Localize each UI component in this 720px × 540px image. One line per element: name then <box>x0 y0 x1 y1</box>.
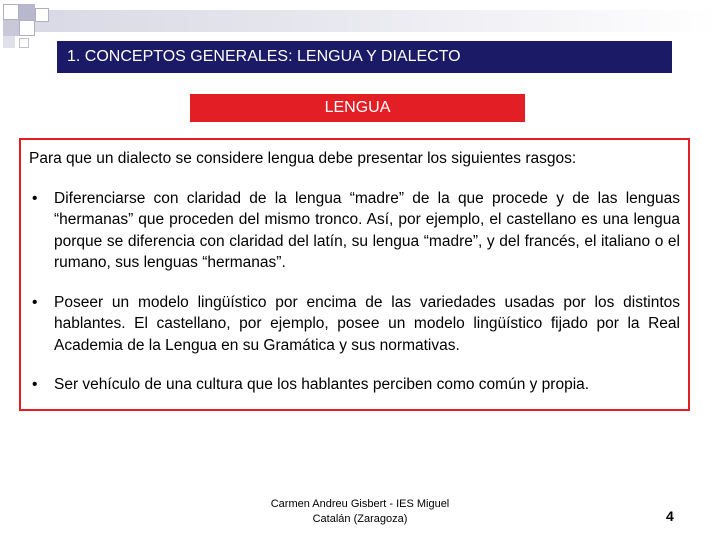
list-item <box>29 188 680 274</box>
decorative-square <box>19 4 35 20</box>
list-item <box>29 292 680 357</box>
bullet-icon: • <box>32 376 38 393</box>
feature-list <box>29 188 680 396</box>
slide-title-bar <box>57 41 672 73</box>
content-box <box>19 138 690 411</box>
decorative-square <box>3 4 19 20</box>
footer-author <box>250 497 470 527</box>
section-heading-box <box>190 94 525 122</box>
decorative-square <box>35 8 49 22</box>
decorative-square <box>3 36 15 48</box>
intro-punctuation: : <box>571 150 577 167</box>
list-item-text: Diferenciarse con claridad de la lengua “madre” de la que procede y de las lenguas “hermanas” que proceden del mismo tronco. Así, por ejemplo, el castellano es una lengua porque se diferencia con claridad del latín, su lengua “madre”, y del francés, el italiano o el rumano, sus lenguas “hermanas”. <box>54 189 680 271</box>
intro-text: Para que un dialecto se considere lengua debe presentar los siguientes <box>29 150 526 167</box>
decorative-header-band <box>28 10 718 32</box>
bullet-icon: • <box>32 293 38 311</box>
footer-author-line: Carmen Andreu Gisbert - IES Miguel <box>270 498 450 510</box>
bullet-icon: • <box>32 189 38 207</box>
footer-author-line: Catalán (Zaragoza) <box>312 513 408 525</box>
list-item <box>29 374 680 396</box>
decorative-square <box>19 38 29 48</box>
list-item-text: Poseer un modelo lingüístico por encima de las variedades usadas por los distintos hablantes. El castellano, por ejemplo, posee un modelo lingüístico fijado por la Real Academia de la Lengua en su Gramática y sus normativas. <box>54 293 680 354</box>
page-number: 4 <box>666 508 674 524</box>
intro-bold-word: rasgos <box>525 150 572 167</box>
decorative-square <box>3 20 19 36</box>
intro-paragraph <box>29 148 680 170</box>
slide-title: 1. CONCEPTOS GENERALES: LENGUA Y DIALECTO <box>67 48 461 65</box>
decorative-square <box>19 20 35 36</box>
list-item-text: Ser vehículo de una cultura que los hablantes perciben como común y propia. <box>54 376 590 393</box>
section-heading: LENGUA <box>324 99 391 116</box>
